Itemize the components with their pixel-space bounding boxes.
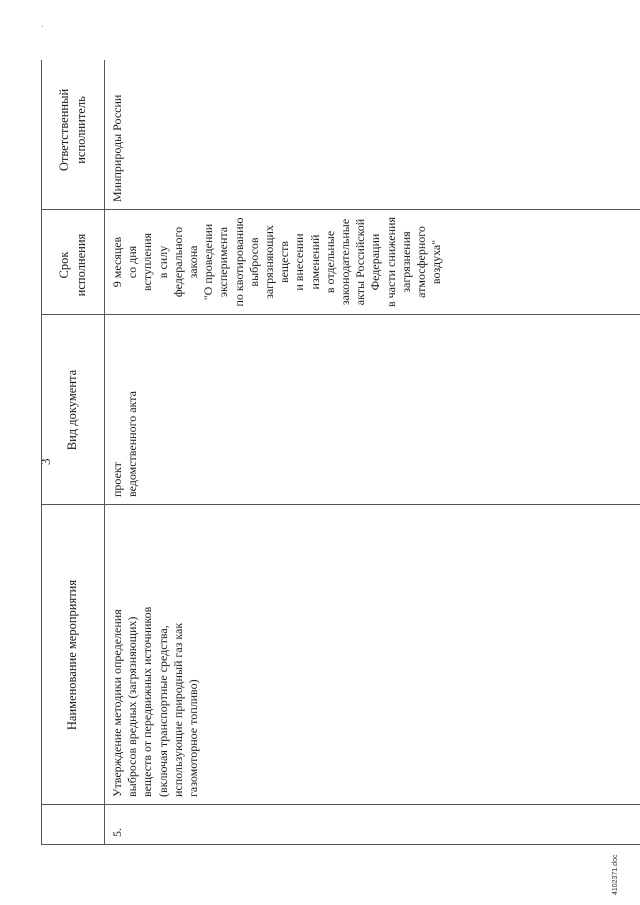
col-line-3 xyxy=(41,504,640,505)
term-line: со дня xyxy=(125,245,140,279)
activity-name xyxy=(110,509,201,797)
scan-mark: · xyxy=(38,24,49,28)
term-line: и внесении xyxy=(292,233,307,291)
document-type xyxy=(110,317,140,497)
term-line: "О проведении xyxy=(201,223,216,301)
term-line: в отдельные xyxy=(322,230,337,294)
header-responsible: Ответственный исполнитель xyxy=(56,88,88,172)
term-line: изменений xyxy=(307,234,322,290)
col-line-4 xyxy=(41,314,640,315)
header-name: Наименование мероприятия xyxy=(65,579,79,731)
header-term: Срок исполнения xyxy=(56,233,88,297)
term-line: Федерации xyxy=(368,233,383,291)
term-line: веществ xyxy=(277,240,292,284)
term-line: закона xyxy=(186,245,201,279)
activity-name-line: использующие природный газ как xyxy=(170,622,185,797)
responsible-executor: Минприроды России xyxy=(110,94,124,202)
activity-name-line: веществ от передвижных источников xyxy=(140,606,155,797)
term-line: эксперимента xyxy=(216,226,231,298)
term-line: в силу xyxy=(155,245,170,279)
term-line: выбросов xyxy=(246,237,261,287)
row-number: 5. xyxy=(110,828,124,837)
activity-name-line: Утверждение методики определения xyxy=(110,609,124,797)
term-line: воздуха" xyxy=(429,239,444,285)
activity-name-line: (включая транспортные средства, xyxy=(155,625,170,797)
term-line: по квотированию xyxy=(231,217,246,307)
term-line: акты Российской xyxy=(353,218,368,306)
term-line: законодательные xyxy=(338,218,353,306)
header-doc-type: Вид документа xyxy=(65,369,79,451)
activity-name-line: выбросов вредных (загрязняющих) xyxy=(125,616,140,797)
term-line: в части снижения xyxy=(383,217,398,308)
term-line: атмосферного xyxy=(414,226,429,298)
term-line: федерального xyxy=(170,226,185,298)
term-line: вступления xyxy=(140,232,155,292)
document-id: 4102371.doc xyxy=(612,854,619,895)
col-line-2 xyxy=(41,804,640,805)
col-line-1 xyxy=(41,844,640,845)
header-bottom-border xyxy=(104,60,105,845)
term-line: загрязнения xyxy=(398,231,413,293)
document-type-line: проект xyxy=(110,462,124,497)
header-num xyxy=(41,805,104,845)
execution-term xyxy=(110,212,444,312)
col-line-5 xyxy=(41,209,640,210)
term-line: 9 месяцев xyxy=(110,236,124,288)
page-number: 3 xyxy=(38,458,53,465)
document-type-line: ведомственного акта xyxy=(125,391,140,497)
term-line: загрязняющих xyxy=(262,225,277,299)
activity-name-line: газомоторное топливо) xyxy=(186,679,201,797)
